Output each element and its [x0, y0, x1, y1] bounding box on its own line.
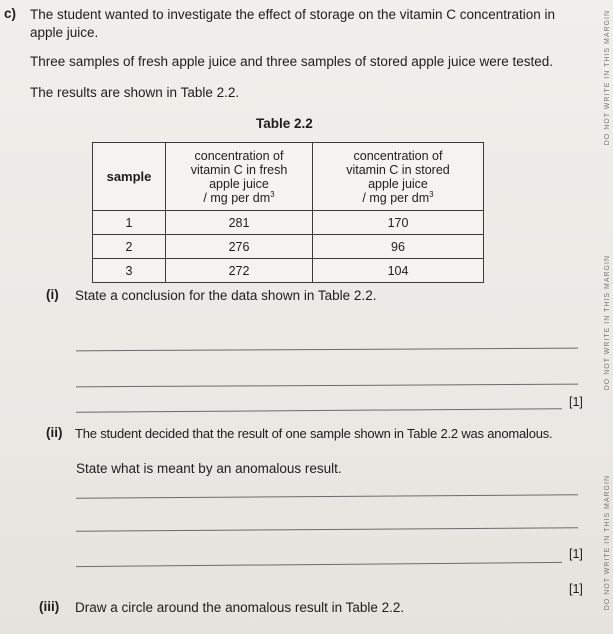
part-iii-mark: [1] — [569, 582, 583, 596]
header-fresh-line-1: concentration of — [194, 148, 284, 163]
cell-fresh[interactable]: 272 — [166, 259, 313, 283]
table-title: Table 2.2 — [256, 116, 313, 131]
cell-sample: 1 — [93, 211, 166, 235]
table-header-row — [93, 143, 484, 211]
answer-line[interactable] — [76, 494, 578, 499]
table-row — [93, 235, 484, 259]
answer-line[interactable] — [76, 527, 578, 532]
header-sample: sample — [93, 143, 166, 211]
stored-unit-exponent: 3 — [429, 189, 434, 199]
header-stored-line-3: apple juice — [368, 176, 428, 191]
table-row — [93, 259, 484, 283]
header-stored — [313, 143, 484, 211]
part-ii-prompt: State what is meant by an anomalous result. — [76, 461, 342, 476]
margin-warning-middle: DO NOT WRITE IN THIS MARGIN — [604, 255, 611, 391]
samples-text: Three samples of fresh apple juice and three samples of stored apple juice were tested. — [30, 54, 554, 69]
answer-line[interactable] — [76, 384, 578, 388]
intro-line-1: The student wanted to investigate the effect of storage on the vitamin C concentration in — [30, 7, 556, 22]
results-table — [92, 142, 484, 283]
part-ii-mark: [1] — [569, 547, 583, 561]
part-i-text: State a conclusion for the data shown in Table 2.2. — [75, 288, 377, 303]
header-stored-line-2: vitamin C in stored — [346, 162, 450, 177]
part-iii-text: Draw a circle around the anomalous result in Table 2.2. — [75, 600, 405, 615]
margin-warning-top: DO NOT WRITE IN THIS MARGIN — [604, 10, 611, 146]
part-i-label: (i) — [46, 287, 59, 302]
part-i-mark: [1] — [569, 395, 583, 409]
cell-fresh[interactable]: 281 — [166, 211, 313, 235]
table-row — [93, 211, 484, 235]
header-stored-line-1: concentration of — [353, 148, 443, 163]
fresh-unit-exponent: 3 — [270, 189, 275, 199]
part-ii-text: The student decided that the result of one sample shown in Table 2.2 was anomalous. — [75, 426, 553, 441]
cell-stored[interactable]: 104 — [313, 259, 484, 283]
cell-sample: 2 — [93, 235, 166, 259]
question-label: c) — [4, 6, 17, 21]
answer-line[interactable] — [76, 562, 562, 567]
cell-stored[interactable]: 170 — [313, 211, 484, 235]
cell-sample: 3 — [93, 259, 166, 283]
stored-unit-text: / mg per dm — [362, 190, 430, 205]
header-fresh-line-3: apple juice — [209, 176, 269, 191]
results-text: The results are shown in Table 2.2. — [30, 85, 240, 100]
cell-fresh[interactable]: 276 — [166, 235, 313, 259]
intro-line-2: apple juice. — [30, 25, 99, 40]
header-stored-unit — [316, 191, 480, 205]
header-fresh — [166, 143, 313, 211]
header-fresh-line-2: vitamin C in fresh — [190, 162, 288, 177]
part-iii-label: (iii) — [39, 599, 60, 614]
header-fresh-unit — [169, 191, 309, 205]
answer-line[interactable] — [76, 408, 562, 412]
answer-line[interactable] — [76, 348, 578, 352]
margin-warning-bottom: DO NOT WRITE IN THIS MARGIN — [604, 475, 611, 611]
cell-stored[interactable]: 96 — [313, 235, 484, 259]
part-ii-label: (ii) — [46, 425, 63, 440]
fresh-unit-text: / mg per dm — [203, 190, 271, 205]
